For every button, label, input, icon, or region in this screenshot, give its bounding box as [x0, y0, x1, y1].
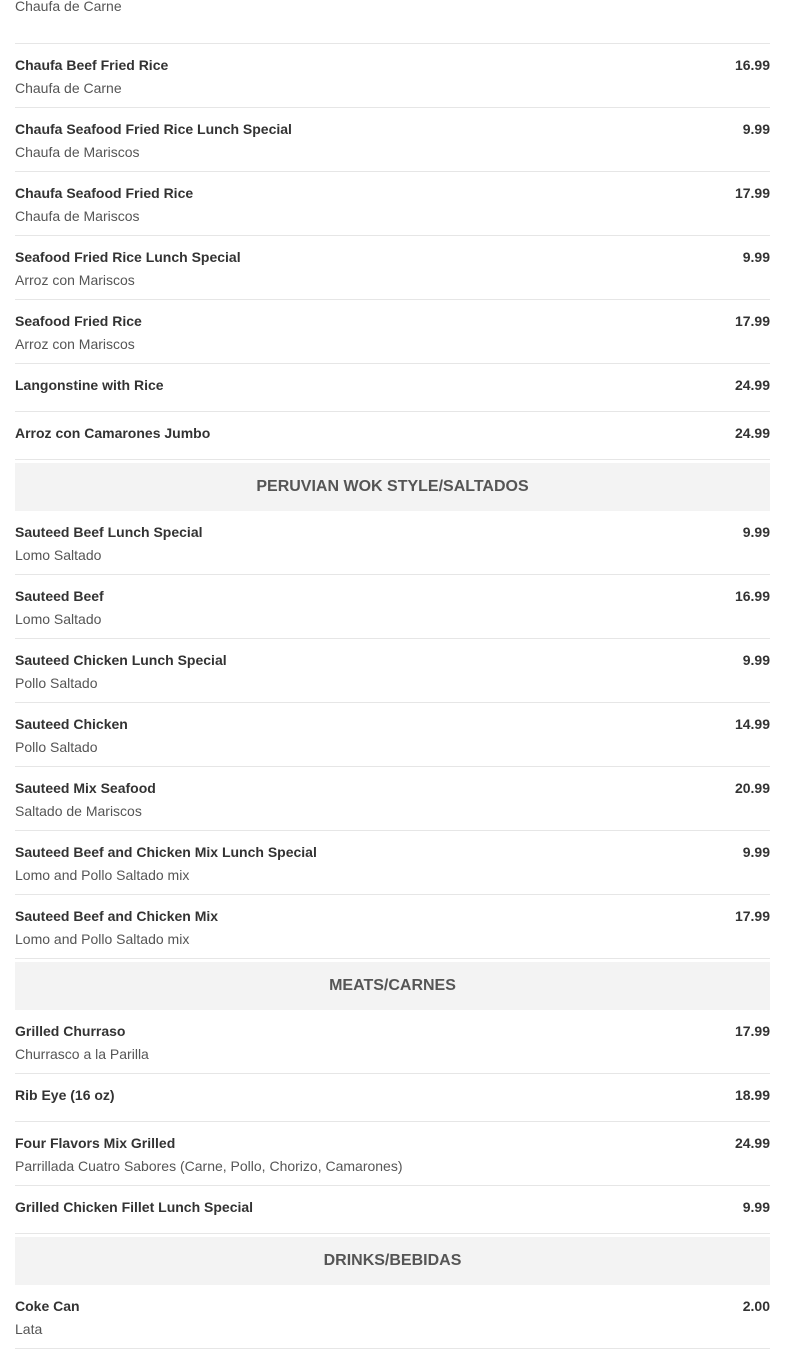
item-description: Lomo Saltado [15, 547, 102, 563]
menu-item[interactable] [15, 300, 770, 364]
item-price: 9.99 [742, 652, 770, 668]
menu-item[interactable] [15, 1122, 770, 1186]
item-name: Sauteed Chicken [15, 716, 128, 732]
menu-section-drinks-bebidas [15, 1237, 770, 1349]
item-name: Grilled Churraso [15, 1023, 126, 1039]
item-name: Chaufa Beef Fried Rice [15, 57, 169, 73]
item-name: Sauteed Beef and Chicken Mix Lunch Special [15, 844, 317, 860]
item-price: 14.99 [734, 716, 770, 732]
item-price: 9.99 [742, 121, 770, 137]
item-description: Pollo Saltado [15, 675, 98, 691]
item-name: Arroz con Camarones Jumbo [15, 425, 211, 441]
menu-item[interactable] [15, 831, 770, 895]
item-name: Coke Can [15, 1298, 80, 1314]
menu-item[interactable] [15, 364, 770, 412]
item-name: Langonstine with Rice [15, 377, 164, 393]
menu-item[interactable] [15, 575, 770, 639]
item-price: 9.99 [742, 844, 770, 860]
item-name: Sauteed Chicken Lunch Special [15, 652, 227, 668]
item-price: 2.00 [742, 1298, 770, 1314]
menu-list [15, 0, 770, 1349]
item-price: 17.99 [734, 1023, 770, 1039]
menu-item[interactable] [15, 0, 770, 44]
item-name: Chaufa Seafood Fried Rice Lunch Special [15, 121, 292, 137]
item-price: 16.99 [734, 588, 770, 604]
item-description: Churrasco a la Parilla [15, 1046, 149, 1062]
item-name: Sauteed Beef Lunch Special [15, 524, 203, 540]
item-price: 9.99 [742, 524, 770, 540]
item-price: 24.99 [734, 425, 770, 441]
item-price: 17.99 [734, 313, 770, 329]
item-description: Chaufa de Carne [15, 0, 122, 14]
menu-item[interactable] [15, 412, 770, 460]
item-name: Seafood Fried Rice [15, 313, 142, 329]
menu-section-peruvian-wok-style-saltados [15, 463, 770, 959]
item-price: 16.99 [734, 57, 770, 73]
item-description: Pollo Saltado [15, 739, 98, 755]
item-description: Lomo and Pollo Saltado mix [15, 867, 190, 883]
item-description: Lata [15, 1321, 43, 1337]
item-description: Arroz con Mariscos [15, 272, 135, 288]
item-description: Chaufa de Carne [15, 80, 122, 96]
item-name: Sauteed Beef [15, 588, 104, 604]
menu-item[interactable] [15, 1186, 770, 1234]
menu-item[interactable] [15, 1010, 770, 1074]
menu-item[interactable] [15, 108, 770, 172]
section-header: DRINKS/BEBIDAS [15, 1237, 770, 1285]
item-price: 24.99 [734, 1135, 770, 1151]
item-name: Rib Eye (16 oz) [15, 1087, 115, 1103]
menu-item[interactable] [15, 44, 770, 108]
menu-item[interactable] [15, 1074, 770, 1122]
item-description: Arroz con Mariscos [15, 336, 135, 352]
section-header: PERUVIAN WOK STYLE/SALTADOS [15, 463, 770, 511]
item-price: 9.99 [742, 1199, 770, 1215]
menu-item[interactable] [15, 511, 770, 575]
item-description: Chaufa de Mariscos [15, 208, 140, 224]
item-price: 17.99 [734, 185, 770, 201]
section-header: MEATS/CARNES [15, 962, 770, 1010]
item-name: Grilled Chicken Fillet Lunch Special [15, 1199, 254, 1215]
item-description: Saltado de Mariscos [15, 803, 142, 819]
menu-item[interactable] [15, 1285, 770, 1349]
item-name: Four Flavors Mix Grilled [15, 1135, 176, 1151]
item-name: Chaufa Seafood Fried Rice [15, 185, 194, 201]
menu-item[interactable] [15, 172, 770, 236]
menu-item[interactable] [15, 895, 770, 959]
item-name: Sauteed Mix Seafood [15, 780, 156, 796]
item-description: Parrillada Cuatro Sabores (Carne, Pollo, Chorizo, Camarones) [15, 1158, 403, 1174]
menu-item[interactable] [15, 767, 770, 831]
item-description: Lomo and Pollo Saltado mix [15, 931, 190, 947]
menu-item[interactable] [15, 703, 770, 767]
item-price: 24.99 [734, 377, 770, 393]
item-description: Lomo Saltado [15, 611, 102, 627]
menu-section-meats-carnes [15, 962, 770, 1234]
item-price: 17.99 [734, 908, 770, 924]
item-price: 20.99 [734, 780, 770, 796]
item-price: 18.99 [734, 1087, 770, 1103]
item-description: Chaufa de Mariscos [15, 144, 140, 160]
item-name: Sauteed Beef and Chicken Mix [15, 908, 219, 924]
item-price: 9.99 [742, 249, 770, 265]
item-name: Seafood Fried Rice Lunch Special [15, 249, 241, 265]
menu-item[interactable] [15, 639, 770, 703]
menu-item[interactable] [15, 236, 770, 300]
menu-section [15, 0, 770, 460]
